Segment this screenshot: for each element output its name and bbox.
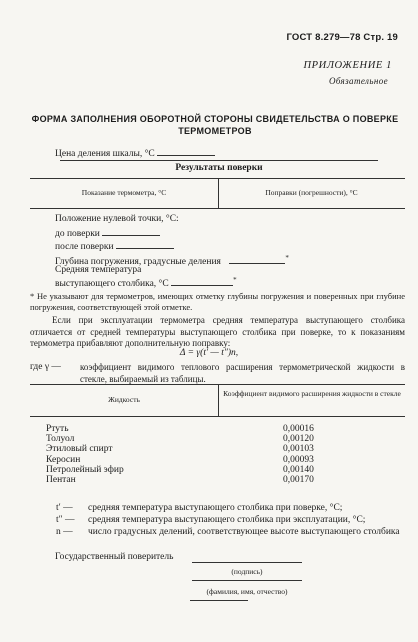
signature-line — [192, 562, 302, 563]
results-title: Результаты поверки — [175, 163, 263, 173]
definition-text: средняя температура выступающего столбика при поверке, °С; — [88, 503, 343, 513]
table-row: Ртуть — [46, 424, 69, 434]
depth-blank — [229, 255, 285, 264]
form-title: ФОРМА ЗАПОЛНЕНИЯ ОБОРОТНОЙ СТОРОНЫ СВИДЕТЕЛЬСТВА О ПОВЕРКЕ ТЕРМОМЕТРОВ — [31, 114, 399, 136]
scale-division-label — [55, 147, 215, 159]
table-header-rule — [30, 416, 405, 417]
table-header-coefficient: Коэффициент видимого расширения жидкости в стекле — [223, 389, 401, 398]
gamma-text: коэффициент видимого теплового расширения термометрической жидкости в стекле, выбираемый из таблицы. — [80, 362, 405, 384]
name-line — [192, 580, 302, 581]
zero-point-label: Положение нулевой точки, °С: — [55, 214, 179, 224]
before-check-blank — [102, 227, 160, 236]
before-check-row — [55, 227, 160, 239]
standard-reference: ГОСТ 8.279—78 Стр. 19 — [286, 32, 398, 43]
results-top-rule — [60, 160, 378, 161]
appendix-title: ПРИЛОЖЕНИЕ 1 — [303, 60, 392, 71]
after-check-label: после поверки — [55, 242, 114, 252]
appendix-subtitle: Обязательное — [328, 76, 388, 86]
avg-temp-label: выступающего столбика, °С — [55, 279, 169, 290]
table-cell-coefficient: 0,00103 — [283, 444, 314, 455]
results-bottom-rule — [30, 208, 405, 209]
avg-temp-star: * — [233, 276, 237, 284]
before-check-label: до поверки — [55, 229, 100, 239]
footnote: * Не указывают для термометров, имеющих отметку глубины погружения и поверенных при глубине погружения, соответствующей этой отметке. — [30, 291, 405, 312]
table-cell-coefficient: 0,00120 — [283, 434, 314, 445]
table-cell-coefficient: 0,00170 — [283, 475, 314, 486]
results-col-correction: Поправки (погрешности), °С — [265, 188, 358, 197]
table-header-divider — [218, 384, 219, 416]
operation-paragraph: Если при эксплуатации термометра средняя температура выступающего столбика отличается от средней температуры выступающего столбика при поверке, то к показаниям термометра прибавляют дополнительную поправку: — [30, 315, 405, 348]
table-col-liquid — [46, 424, 124, 485]
table-row: Толуол — [46, 434, 75, 445]
after-check-blank — [116, 240, 174, 249]
table-row: Пентан — [46, 475, 76, 486]
table-row: Этиловый спирт — [46, 444, 113, 455]
scale-division-text: Цена деления шкалы, °С — [55, 149, 155, 159]
gamma-prefix: где γ — — [30, 362, 61, 372]
name-caption: (фамилия, имя, отчество) — [206, 587, 288, 596]
table-row: Петролейный эфир — [46, 464, 124, 475]
avg-temp-blank — [171, 277, 233, 286]
verifier-label: Государственный поверитель — [55, 552, 174, 562]
definition-symbol: n — — [56, 527, 73, 537]
definition-text: число градусных делений, соответствующее высоте выступающего столбика — [88, 527, 400, 537]
after-check-row — [55, 240, 174, 252]
definition-symbol: t′ — — [56, 503, 73, 513]
definition-text: средняя температура выступающего столбика при эксплуатации, °С; — [88, 515, 366, 525]
definition-symbol: t″ — — [56, 515, 75, 525]
table-row: Керосин — [46, 454, 81, 465]
table-col-coefficient — [283, 424, 314, 485]
avg-temp-line1: Средняя температура — [55, 265, 142, 275]
table-cell-coefficient: 0,00016 — [283, 424, 314, 434]
depth-star: * — [285, 254, 289, 262]
seal-line — [190, 600, 248, 601]
signature-caption: (подпись) — [231, 567, 263, 576]
depth-label: Глубина погружения, градусные деления — [55, 257, 221, 268]
scale-division-blank — [157, 147, 215, 156]
results-col-reading: Показание термометра, °С — [81, 188, 167, 197]
table-header-liquid: Жидкость — [108, 395, 140, 404]
formula: Δ = γ(t′ — t″)n, — [179, 348, 239, 358]
table-cell-coefficient: 0,00093 — [283, 454, 314, 465]
avg-temp-row — [55, 276, 237, 289]
table-cell-coefficient: 0,00140 — [283, 464, 314, 475]
